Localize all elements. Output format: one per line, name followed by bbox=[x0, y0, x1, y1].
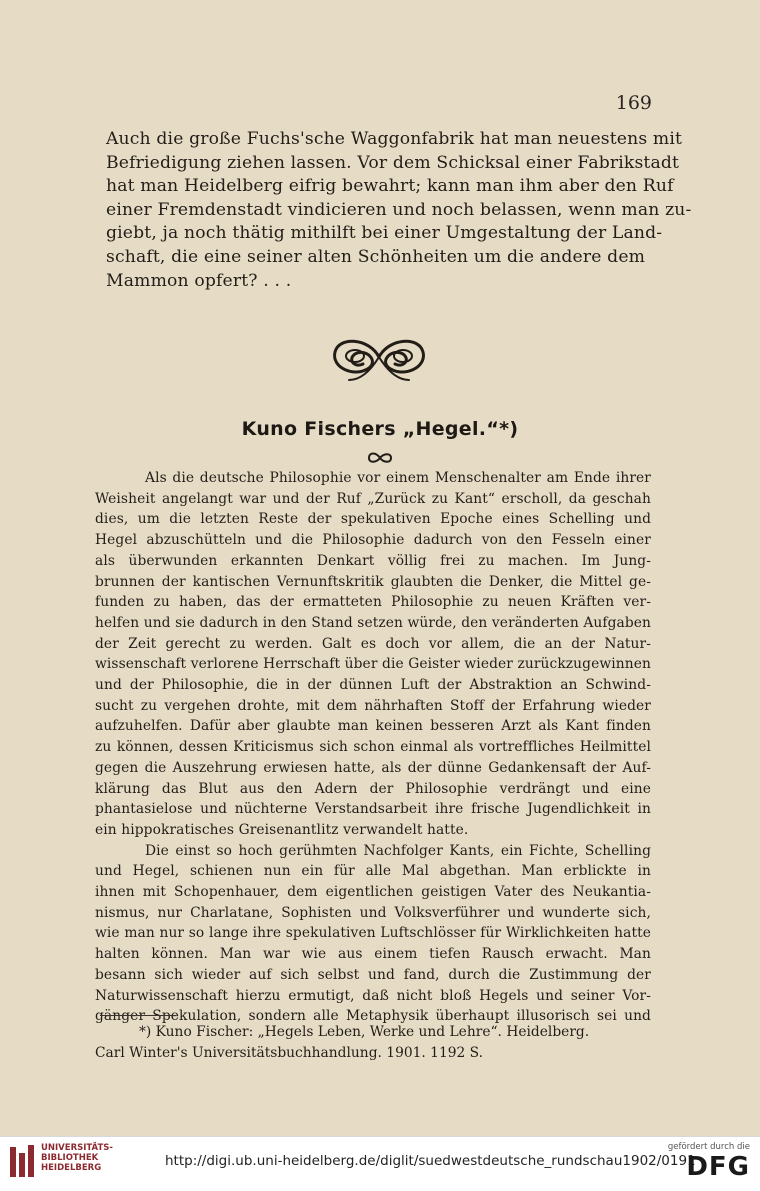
text-line: halten können. Man war wie aus einem tiefen Rausch erwacht. Man bbox=[95, 946, 651, 963]
page-number: 169 bbox=[615, 92, 652, 114]
footnote-divider bbox=[100, 1015, 176, 1016]
text-line: giebt, ja noch thätig mithilft bei einer Umgestaltung der Land- bbox=[106, 223, 663, 244]
text-line: Auch die große Fuchs'sche Waggonfabrik hat man neuestens mit bbox=[106, 129, 683, 149]
text-line: gänger Spekulation, sondern alle Metaphysik überhaupt illusorisch sei und bbox=[95, 1008, 651, 1025]
funder-credit bbox=[668, 1142, 750, 1182]
text-line: nismus, nur Charlatane, Sophisten und Volksverführer und wunderte sich, bbox=[95, 904, 651, 921]
library-name-line: BIBLIOTHEK bbox=[41, 1153, 99, 1163]
text-line: als überwunden erkannten Denkart völlig frei zu machen. Im Jung- bbox=[95, 552, 651, 569]
text-line: einer Fremdenstadt vindicieren und noch belassen, wenn man zu- bbox=[106, 199, 692, 220]
text-line: wissenschaft verlorene Herrschaft über die Geister wieder zurückzugewinnen bbox=[95, 656, 651, 673]
funded-by-label: gefördert durch die bbox=[667, 1142, 750, 1152]
text-line: Naturwissenschaft hierzu ermutigt, daß nicht bloß Hegels und seiner Vor- bbox=[95, 987, 651, 1004]
library-name bbox=[41, 1143, 113, 1173]
article-title: Kuno Fischers „Hegel.“*) bbox=[241, 418, 519, 440]
text-line: brunnen der kantischen Vernunftskritik glaubten die Denker, die Mittel ge- bbox=[95, 573, 651, 590]
text-line: dies, um die letzten Reste der spekulativen Epoche eines Schelling und bbox=[95, 511, 651, 528]
text-line: *) Kuno Fischer: „Hegels Leben, Werke und Lehre“. Heidelberg. bbox=[139, 1024, 590, 1040]
article-body bbox=[95, 468, 651, 1027]
dfg-logo: DFG bbox=[686, 1152, 750, 1182]
text-line: wie man nur so lange ihre spekulativen Luftschlösser für Wirklichkeiten hatte bbox=[95, 925, 651, 942]
text-line: besann sich wieder auf sich selbst und fand, durch die Zustimmung der bbox=[95, 966, 651, 983]
text-line: ein hippokratisches Greisenantlitz verwandelt hatte. bbox=[95, 821, 469, 838]
text-line: phantasielose und nüchterne Verstandsarbeit ihre frische Jugendlichkeit in bbox=[95, 801, 651, 818]
text-line: Als die deutsche Philosophie vor einem Menschenalter am Ende ihrer bbox=[145, 470, 651, 486]
decorative-ornament bbox=[325, 330, 433, 384]
intro-paragraph bbox=[106, 128, 692, 293]
text-line: sucht zu vergehen drohte, mit dem nährhaften Stoff der Erfahrung wieder bbox=[95, 697, 651, 714]
text-line: hat man Heidelberg eifrig bewahrt; kann man ihm aber den Ruf bbox=[106, 176, 674, 197]
text-line: und Hegel, schienen nun ein für alle Mal abgethan. Man erblickte in bbox=[95, 863, 651, 880]
text-line: Weisheit angelangt war und der Ruf „Zurück zu Kant“ erscholl, da geschah bbox=[95, 490, 651, 507]
small-ornament bbox=[366, 451, 394, 465]
library-logo-icon bbox=[8, 1143, 38, 1181]
library-name-line: HEIDELBERG bbox=[41, 1163, 102, 1173]
text-line: der Zeit gerecht zu werden. Galt es doch vor allem, die an der Natur- bbox=[95, 635, 651, 652]
text-line: Die einst so hoch gerühmten Nachfolger Kants, ein Fichte, Schelling bbox=[145, 842, 651, 859]
source-url-link[interactable]: http://digi.ub.uni-heidelberg.de/diglit/suedwestdeutsche_rundschau1902/0191 bbox=[165, 1153, 696, 1169]
library-name-line: UNIVERSITÄTS- bbox=[41, 1143, 113, 1153]
text-line: aufzuhelfen. Dafür aber glaubte man keinen besseren Arzt als Kant finden bbox=[95, 718, 651, 735]
text-line: Mammon opfert? . . . bbox=[106, 270, 292, 291]
text-line: helfen und sie dadurch in den Stand setzen würde, den veränderten Aufgaben bbox=[95, 614, 651, 631]
text-line: und der Philosophie, die in der dünnen Luft der Abstraktion an Schwind- bbox=[95, 677, 651, 694]
footnote bbox=[95, 1022, 651, 1064]
text-line: Befriedigung ziehen lassen. Vor dem Schicksal einer Fabrikstadt bbox=[106, 152, 680, 173]
text-line: Hegel abzuschütteln und die Philosophie dadurch von den Fesseln einer bbox=[95, 532, 651, 549]
text-line: ihnen mit Schopenhauer, dem eigentlichen geistigen Vater des Neukantia- bbox=[95, 884, 651, 901]
text-line: gegen die Auszehrung erwiesen hatte, als der dünne Gedankensaft der Auf- bbox=[95, 759, 651, 776]
text-line: schaft, die eine seiner alten Schönheiten um die andere dem bbox=[106, 246, 646, 267]
text-line: zu können, dessen Kriticismus sich schon einmal als vortreffliches Heilmittel bbox=[95, 739, 651, 756]
text-line: klärung das Blut aus den Adern der Philosophie verdrängt und eine bbox=[95, 780, 651, 797]
text-line: Carl Winter's Universitätsbuchhandlung. 1901. 1192 S. bbox=[95, 1045, 484, 1061]
text-line: funden zu haben, das der ermatteten Philosophie zu neuen Kräften ver- bbox=[95, 594, 651, 611]
